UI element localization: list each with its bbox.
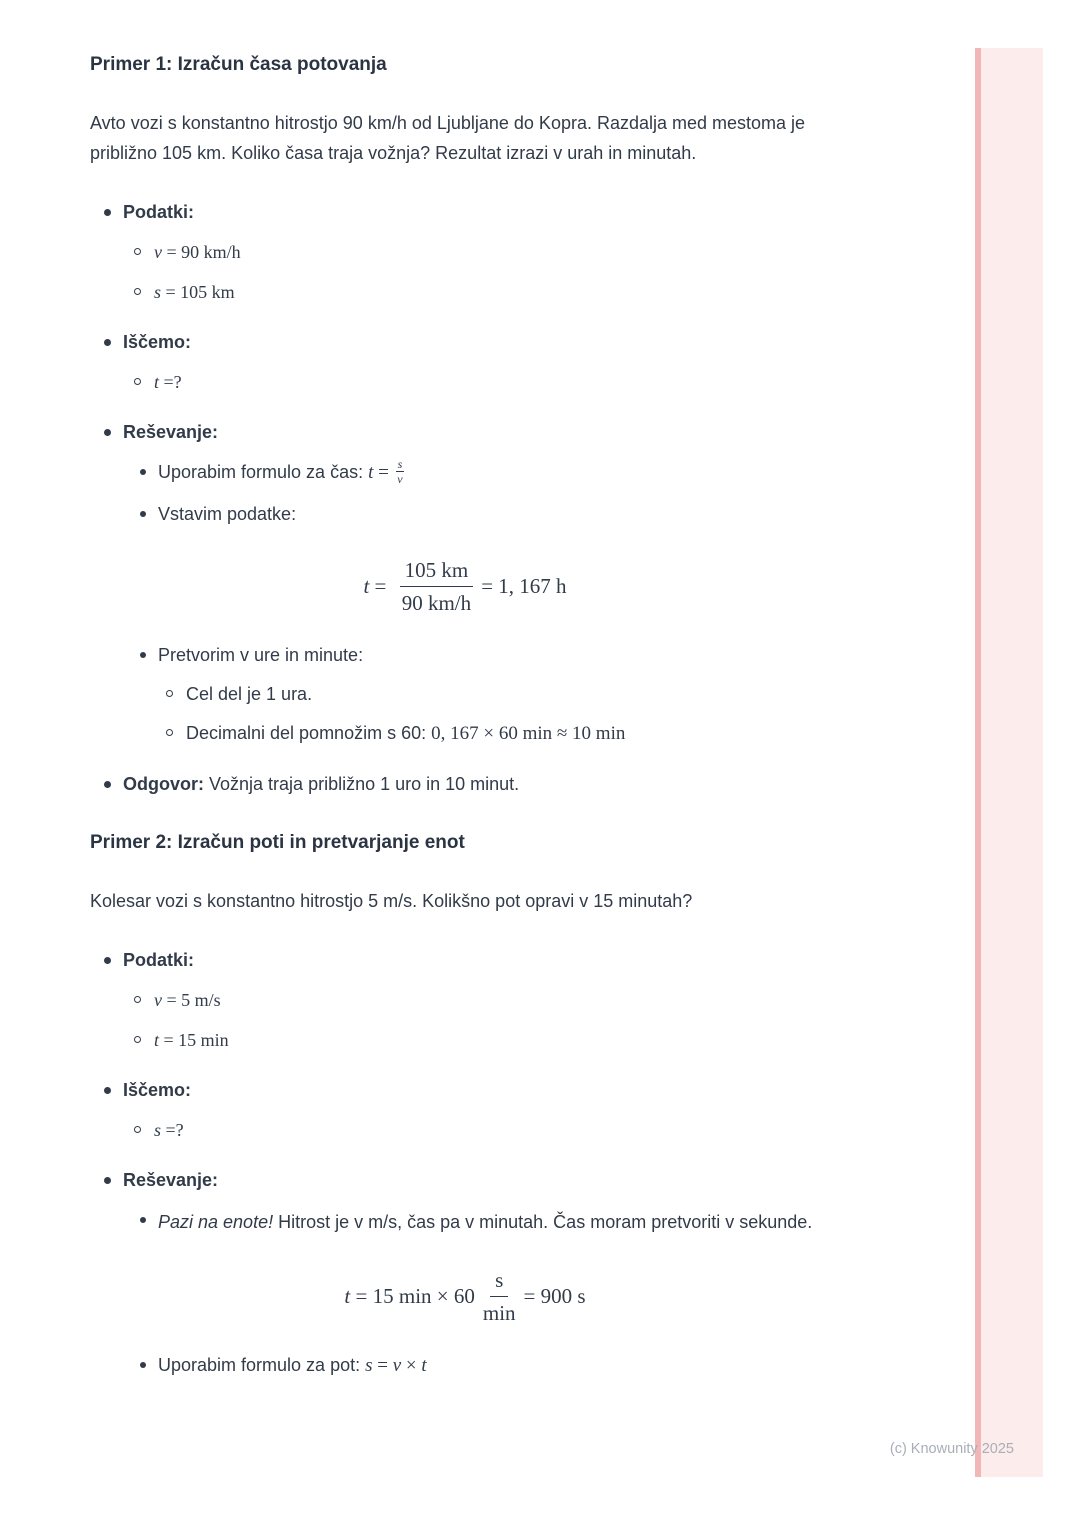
list-item-whole-part (90, 680, 840, 708)
list-item-data-t2 (90, 1026, 840, 1054)
bullet-icon (140, 511, 146, 517)
list-item-odgovor-1 (90, 770, 840, 798)
math-s-value: s = 105 km (154, 282, 235, 302)
convert-text: Pretvorim v ure in minute: (158, 645, 364, 666)
odgovor-text: Odgovor: Vožnja traja približno 1 uro in 10 minut. (123, 774, 520, 795)
math-t-unknown: t =? (154, 372, 182, 392)
formula-path-text: Uporabim formulo za pot: s = v × t (158, 1355, 427, 1377)
bullet-icon (140, 1362, 146, 1368)
math-s-unknown: s =? (154, 1120, 184, 1141)
equation-time: t = $\frac{105 km}{90 km/h}$ = 1, 167 h (363, 557, 567, 615)
circle-bullet-icon (134, 996, 141, 1003)
bullet-icon (140, 1217, 146, 1223)
list-item-iscemo-1 (90, 328, 840, 356)
bullet-icon (104, 339, 111, 346)
list-item-formula-time (90, 458, 840, 488)
bullet-icon (104, 1177, 111, 1184)
bullet-icon (140, 652, 146, 658)
circle-bullet-icon (134, 378, 141, 385)
iscemo-label: Iščemo: (123, 1080, 192, 1101)
list-item-data-v1 (90, 238, 840, 266)
list-item-resevanje-2 (90, 1166, 840, 1194)
list-item-podatki-1 (90, 198, 840, 226)
example2-heading: Primer 2: Izračun poti in pretvarjanje enot (90, 832, 465, 854)
list-item-iscemo-2 (90, 1076, 840, 1104)
list-item-podatki-2 (90, 946, 840, 974)
resevanje-label: Reševanje: (123, 422, 219, 442)
bullet-icon (104, 429, 111, 436)
circle-bullet-icon (166, 729, 173, 736)
bullet-icon (104, 957, 111, 964)
circle-bullet-icon (134, 288, 141, 295)
fraction: $\frac{105 km}{90 km/h}$ (400, 558, 474, 615)
circle-bullet-icon (134, 248, 141, 255)
list-item-resevanje-1 (90, 418, 840, 446)
list-item-unknown-s (90, 1116, 840, 1144)
list-item-formula-path (90, 1351, 840, 1380)
list-item-data-v2 (90, 986, 840, 1014)
math-t-value: t = 15 min (154, 1030, 229, 1051)
podatki-label: Podatki: (123, 950, 195, 971)
formula-time-text: Uporabim formulo za čas: t = $\frac{s}{v}$ (158, 456, 403, 487)
math-v-value: v = 90 km/h (154, 242, 241, 262)
list-item-data-s1 (90, 278, 840, 306)
list-item-insert-data (90, 500, 840, 528)
list-item-unit-warning (90, 1206, 840, 1238)
example1-heading: Primer 1: Izračun časa potovanja (90, 54, 387, 75)
equation-seconds: t = 15 min × 60 $\frac{s}{\min}$ = 900 s (344, 1268, 586, 1326)
bullet-icon (104, 1087, 111, 1094)
bullet-icon (104, 209, 111, 216)
list-item-decimal-part (90, 719, 840, 748)
podatki-label: Podatki: (123, 202, 195, 222)
circle-bullet-icon (134, 1036, 141, 1043)
resevanje-label: Reševanje: (123, 1170, 219, 1191)
unit-warning-text: Pazi na enote! Hitrost je v m/s, čas pa v minutah. Čas moram pretvoriti v sekunde. (158, 1212, 813, 1233)
inline-fraction: $\frac{s}{v}$ (397, 456, 403, 487)
iscemo-label: Iščemo: (123, 332, 192, 352)
circle-bullet-icon (166, 690, 173, 697)
math-v-value: v = 5 m/s (154, 990, 221, 1011)
insert-data-text: Vstavim podatke: (158, 503, 297, 524)
bullet-icon (140, 469, 146, 475)
fraction: $\frac{s}{\min}$ (482, 1268, 516, 1326)
list-item-convert (90, 641, 840, 669)
bullet-icon (104, 781, 111, 788)
watermark: (c) Knowunity 2025 (889, 1441, 1014, 1457)
accent-strip (975, 48, 1043, 1477)
example2-intro: Kolesar vozi s konstantno hitrostjo 5 m/s. Kolikšno pot opravi v 15 minutah? (90, 891, 693, 912)
circle-bullet-icon (134, 1126, 141, 1133)
whole-part-text: Cel del je 1 ura. (186, 684, 313, 705)
list-item-unknown-t (90, 368, 840, 396)
decimal-part-text: Decimalni del pomnožim s 60: 0, 167 × 60 min ≈ 10 min (186, 723, 626, 745)
example1-intro: Avto vozi s konstantno hitrostjo 90 km/h od Ljubljane do Kopra. Razdalja med mestoma je približno 105 km. Koliko časa traja vožnja? Rezultat izrazi v urah in minutah. (90, 113, 806, 163)
